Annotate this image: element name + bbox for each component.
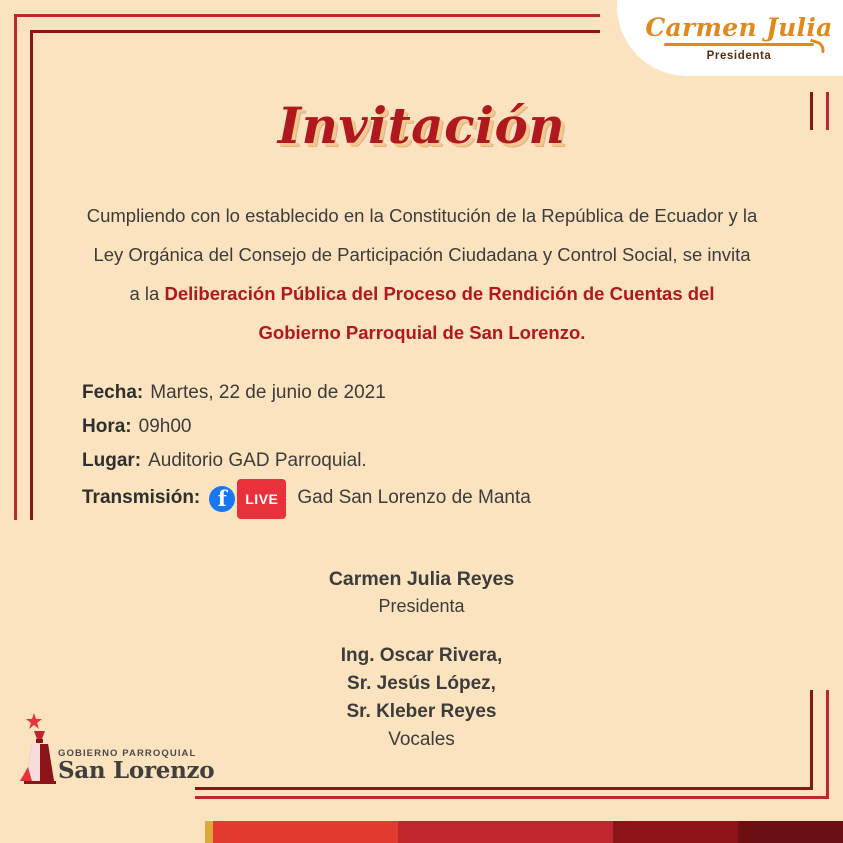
detail-date-label: Fecha: — [82, 382, 144, 403]
detail-broadcast-value: Gad San Lorenzo de Manta — [297, 487, 531, 508]
paragraph-intro: Cumpliendo con lo establecido en la Constitución de la República de Ecuador y la Ley Orgánica del Consejo de Participación Ciudadana y Control Social, se invita a la — [86, 205, 758, 304]
detail-time-value: 09h00 — [138, 416, 192, 437]
paragraph-highlight: Deliberación Pública del Proceso de Rendición de Cuentas del Gobierno Parroquial de San Lorenzo. — [164, 283, 715, 343]
page-title: Invitación — [277, 96, 566, 155]
vocal-2: Sr. Jesús López, — [347, 673, 496, 694]
bar-segment-5 — [613, 821, 738, 843]
bar-segment-1 — [0, 821, 205, 843]
gad-logo-main-text: San Lorenzo — [58, 756, 215, 784]
vocales-role: Vocales — [388, 729, 455, 750]
detail-time — [82, 410, 531, 444]
gad-logo-top-text: GOBIERNO PARROQUIAL — [58, 747, 197, 759]
facebook-live-badge[interactable] — [209, 479, 286, 519]
bar-segment-3 — [213, 821, 398, 843]
detail-broadcast — [82, 478, 531, 518]
brand-role: Presidenta — [706, 49, 772, 62]
bar-segment-6 — [738, 821, 843, 843]
detail-place — [82, 444, 531, 478]
vocal-3: Sr. Kleber Reyes — [346, 701, 497, 722]
detail-place-label: Lugar: — [82, 450, 142, 471]
live-badge: LIVE — [237, 479, 286, 519]
invitation-paragraph — [86, 196, 758, 352]
facebook-icon: f — [209, 486, 235, 512]
bottom-color-bar — [0, 821, 843, 843]
gad-logo-text — [58, 748, 214, 783]
bar-segment-2 — [205, 821, 213, 843]
brand-underline-flourish — [664, 43, 814, 46]
event-details — [82, 376, 531, 518]
brand-card — [617, 0, 843, 76]
brand-name: Carmen Julia — [645, 12, 833, 42]
detail-place-value: Auditorio GAD Parroquial. — [148, 450, 367, 471]
detail-date-value: Martes, 22 de junio de 2021 — [150, 382, 386, 403]
detail-broadcast-label: Transmisión: — [82, 487, 201, 508]
bar-segment-4 — [398, 821, 613, 843]
vocal-1: Ing. Oscar Rivera, — [340, 645, 503, 666]
detail-time-label: Hora: — [82, 416, 132, 437]
president-role: Presidenta — [378, 596, 465, 616]
detail-date — [82, 376, 531, 410]
president-name: Carmen Julia Reyes — [328, 568, 515, 590]
